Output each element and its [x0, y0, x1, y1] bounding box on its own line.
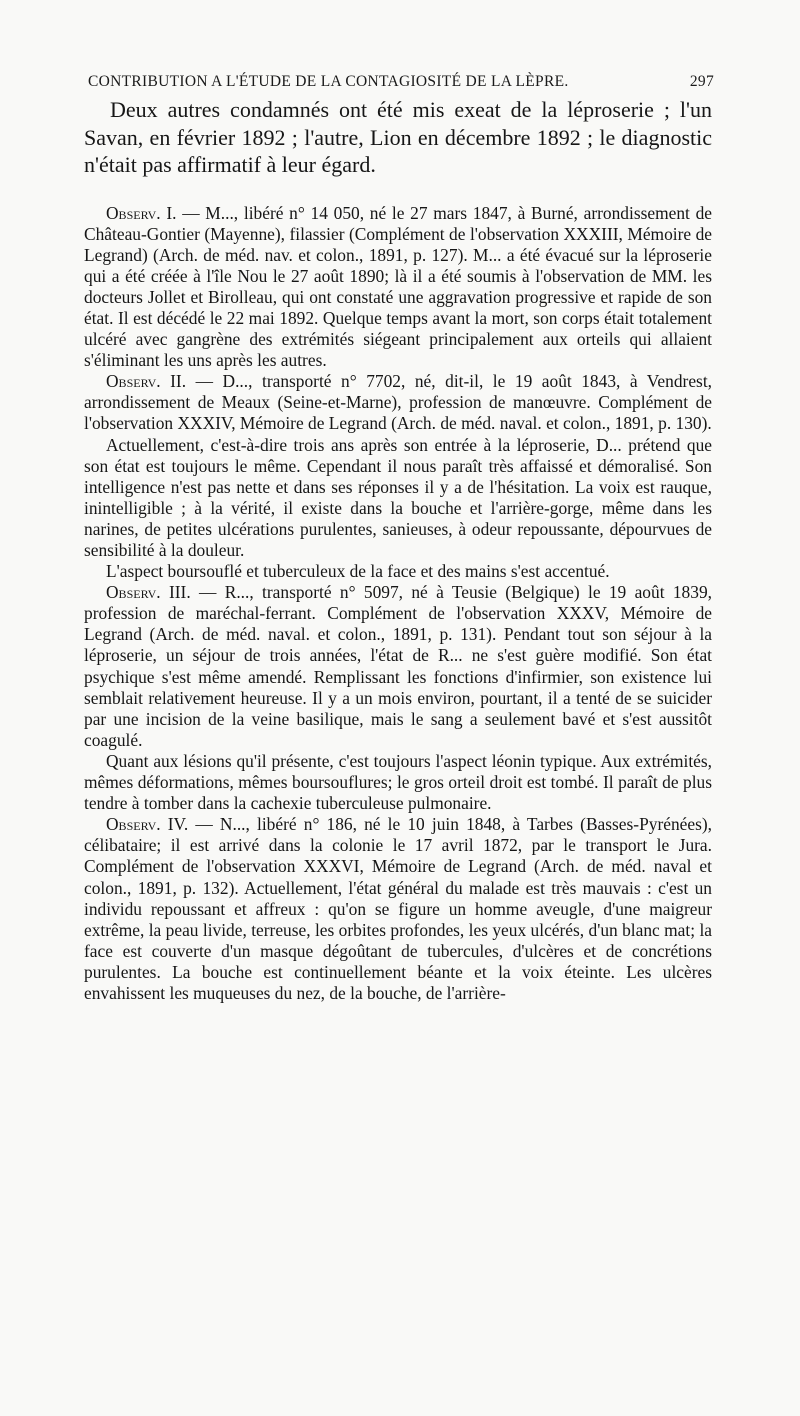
observation-2 [84, 371, 712, 434]
observation-1-label: Observ. I. [106, 202, 177, 223]
page-header [80, 73, 714, 97]
page-number: 297 [689, 73, 714, 90]
observation-3-label: Observ. III. [106, 582, 191, 603]
observation-4 [84, 814, 712, 1004]
observation-2-label: Observ. II. [106, 371, 187, 392]
observation-3-text: — R..., transporté n° 5097, né à Teusie (Belgique) le 19 août 1839, profession de maréchal-ferrant. Complément de l'observation XXXV, Mémoire de Legrand (Arch. de méd. naval. et colon., 1891, p. 131). Pendant tout son séjour à la léproserie, un séjour de trois années, l'état de R... ne s'est guère modifié. Son état psychique s'est même amendé. Remplissant les fonctions d'infirmier, son existence lui semblait relativement heureuse. Il y a un mois environ, pourtant, il a tenté de se suicider par une incision de la veine basilique, mais le sang a seulement bavé et s'est aussitôt coagulé. [84, 582, 712, 750]
observation-3 [84, 582, 712, 751]
lead-paragraph: Deux autres condamnés ont été mis exeat de la léproserie ; l'un Savan, en février 1892 ; l'autre, Lion en décembre 1892 ; le diagnostic n'était pas affirmatif à leur égard. [84, 97, 712, 177]
observation-2-paragraph-2: Actuellement, c'est-à-dire trois ans après son entrée à la léproserie, D... prétend que son état est toujours le même. Cependant il nous paraît très affaissé et démoralisé. Son intelligence n'est pas nette et dans ses réponses il y a de l'hésitation. La voix est rauque, inintelligible ; à la vérité, il existe dans la bouche et l'arrière-gorge, même dans les narines, de petites ulcérations purulentes, sanieuses, à odeur repoussante, dépourvues de sensibilité à la douleur. [84, 434, 712, 560]
observation-4-label: Observ. IV. [106, 814, 189, 835]
observation-2-paragraph-3: L'aspect boursouflé et tuberculeux de la face et des mains s'est accentué. [106, 561, 610, 582]
observation-1-text: — M..., libéré n° 14 050, né le 27 mars 1847, à Burné, arrondissement de Château-Gontier (Mayenne), filassier (Complément de l'observation XXXIII, Mémoire de Legrand) (Arch. de méd. nav. et colon., 1891, p. 127). M... a été évacué sur la léproserie qui a été créée à l'île Nou le 27 août 1890; là il a été soumis à l'observation de MM. les docteurs Jollet et Birolleau, qui ont constaté une aggravation progressive et rapide de son état. Il est décédé le 22 mai 1892. Quelque temps avant la mort, son corps était totalement ulcéré avec gangrène des extrémités siégeant principalement aux orteils qui allaient s'éliminant les uns après les autres. [84, 202, 712, 371]
observation-2-text: — D..., transporté n° 7702, né, dit-il, le 19 août 1843, à Vendrest, arrondissement de Meaux (Seine-et-Marne), profession de manœuvre. Complément de l'observation XXXIV, Mémoire de Legrand (Arch. de méd. naval. et colon., 1891, p. 130). [84, 371, 712, 434]
body-text [84, 96, 712, 1004]
observation-3-paragraph-2: Quant aux lésions qu'il présente, c'est toujours l'aspect léonin typique. Aux extrémités, mêmes déformations, mêmes boursouflures; le gros orteil droit est tombé. Il paraît de plus tendre à tomber dans la cachexie tuberculeuse pulmonaire. [84, 750, 712, 814]
running-title: CONTRIBUTION A L'ÉTUDE DE LA CONTAGIOSITÉ DE LA LÈPRE. [88, 73, 569, 90]
observation-4-text: — N..., libéré n° 186, né le 10 juin 1848, à Tarbes (Basses-Pyrénées), célibataire; il est arrivé dans la colonie le 17 avril 1872, par le transport le Jura. Complément de l'observation XXXVI, Mémoire de Legrand (Arch. de méd. naval et colon., 1891, p. 132). Actuellement, l'état général du malade est très mauvais : c'est un individu repoussant et affreux : qu'on se figure un homme aveugle, d'une maigreur extrême, la peau livide, terreuse, les orbites profondes, les yeux ulcérés, d'un blanc mat; la face est couverte d'un masque dégoûtant de tubercules, d'ulcères et de concrétions purulentes. La bouche est continuellement béante et la voix éteinte. Les ulcères envahissent les muqueuses du nez, de la bouche, de l'arrière- [84, 814, 712, 1003]
observation-1 [84, 203, 712, 372]
